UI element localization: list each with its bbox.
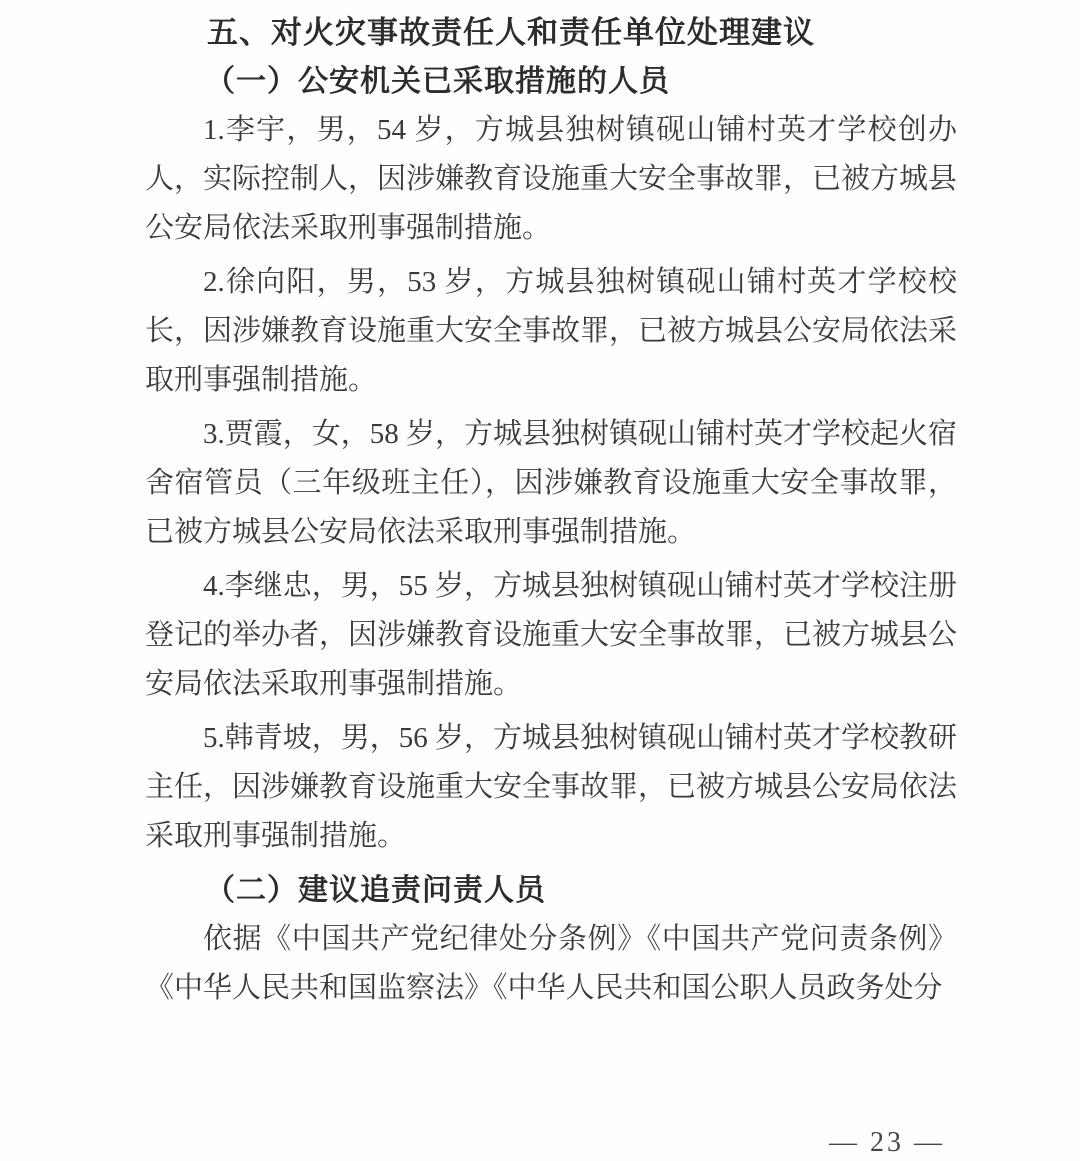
legal-basis-paragraph: 依据《中国共产党纪律处分条例》《中国共产党问责条例》《中华人民共和国监察法》《中华人民共和国公职人员政务处分 — [145, 923, 957, 1004]
subsection-2-heading: （二）建议追责问责人员 — [205, 874, 546, 907]
section-heading: 五、对火灾事故责任人和责任单位处理建议 — [207, 15, 815, 50]
page-number: — 23 — — [829, 1127, 945, 1158]
person-paragraph-3: 3.贾霞，女，58 岁，方城县独树镇砚山铺村英才学校起火宿舍宿管员（三年级班主任），因涉嫌教育设施重大安全事故罪，已被方城县公安局依法采取刑事强制措施。 — [145, 418, 958, 548]
person-paragraph-1: 1.李宇，男，54 岁，方城县独树镇砚山铺村英才学校创办人，实际控制人，因涉嫌教育设施重大安全事故罪，已被方城县公安局依法采取刑事强制措施。 — [145, 114, 958, 244]
subsection-1-heading: （一）公安机关已采取措施的人员 — [205, 65, 670, 98]
person-paragraph-4: 4.李继忠，男，55 岁，方城县独树镇砚山铺村英才学校注册登记的举办者，因涉嫌教育设施重大安全事故罪，已被方城县公安局依法采取刑事强制措施。 — [145, 570, 958, 700]
person-paragraph-2: 2.徐向阳，男，53 岁，方城县独树镇砚山铺村英才学校校长，因涉嫌教育设施重大安全事故罪，已被方城县公安局依法采取刑事强制措施。 — [145, 266, 958, 396]
person-paragraph-5: 5.韩青坡，男，56 岁，方城县独树镇砚山铺村英才学校教研主任，因涉嫌教育设施重大安全事故罪，已被方城县公安局依法采取刑事强制措施。 — [145, 722, 958, 852]
